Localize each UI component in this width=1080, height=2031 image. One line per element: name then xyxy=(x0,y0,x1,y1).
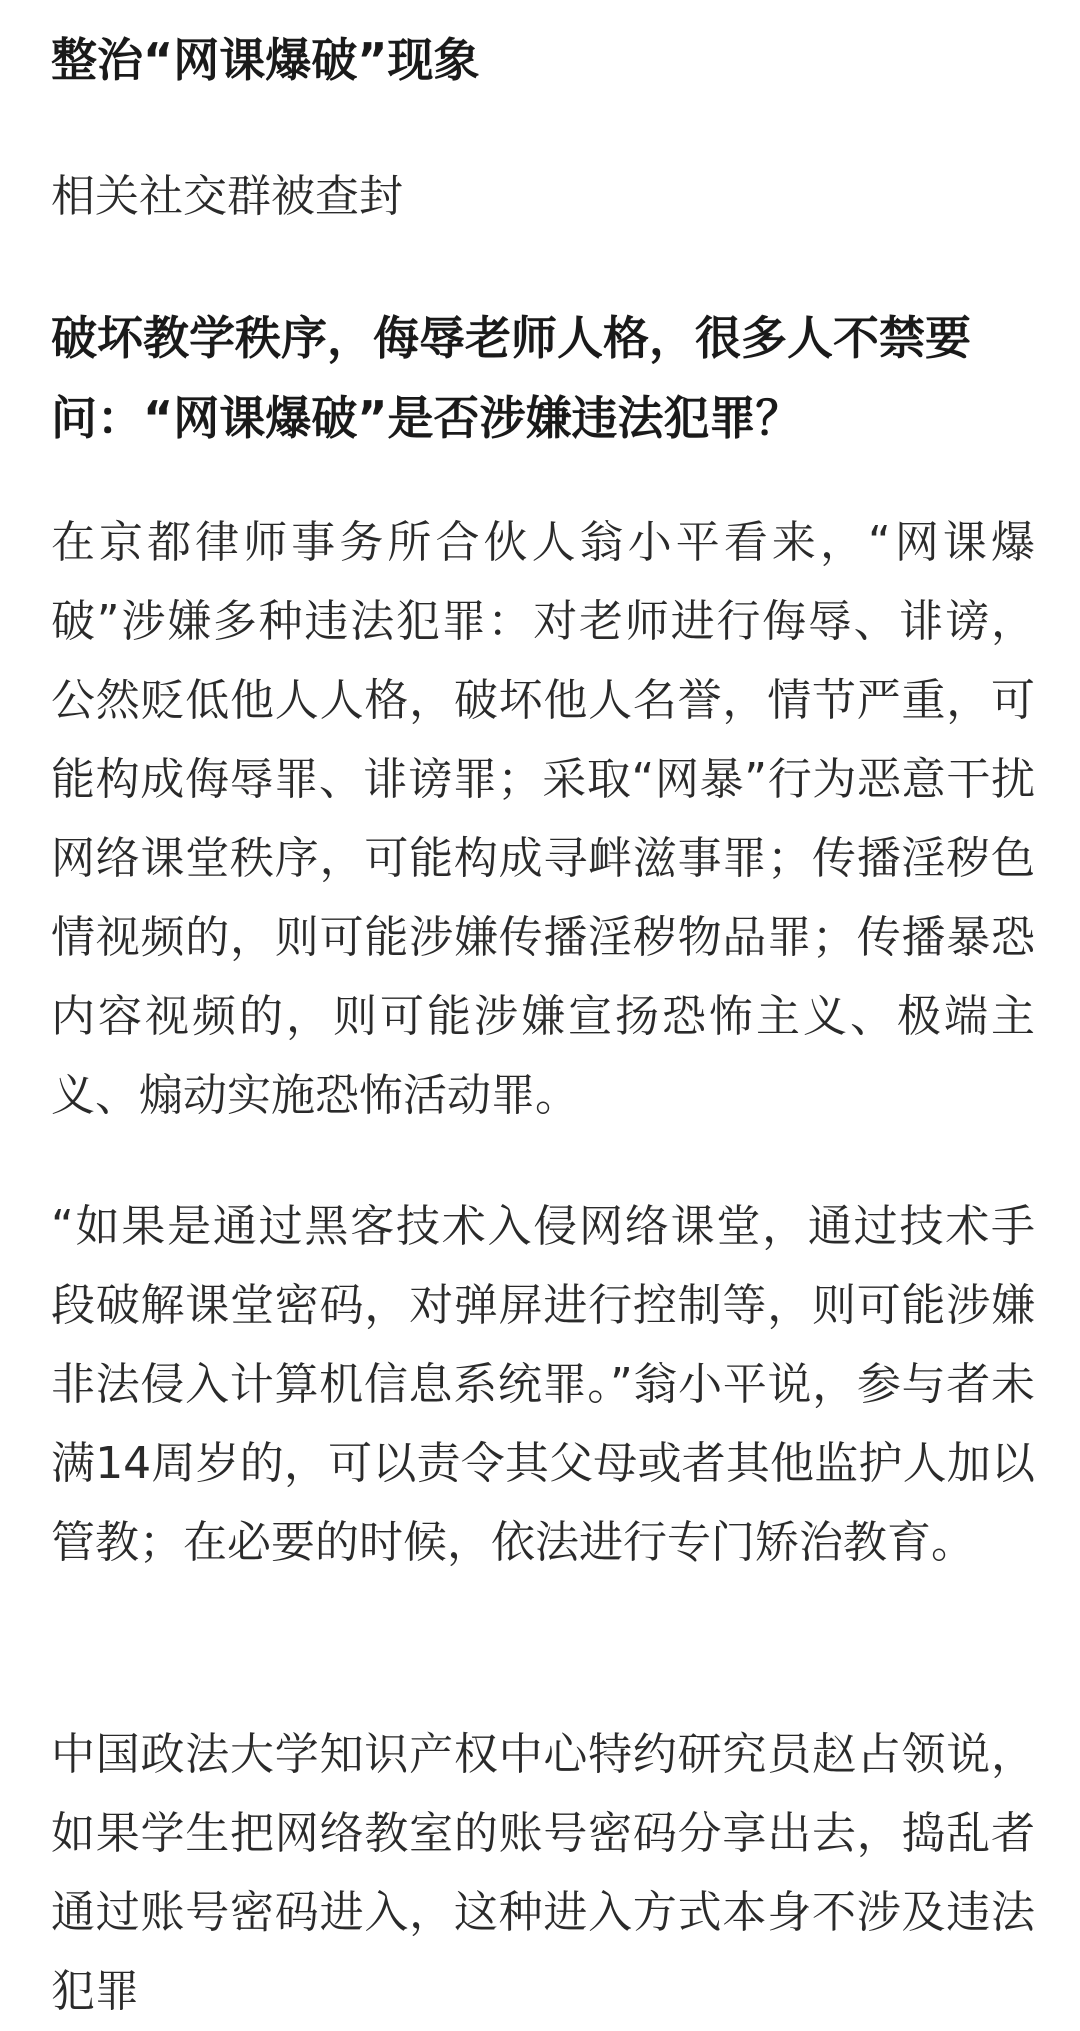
article-title: 整治“网课爆破”现象 xyxy=(51,33,480,87)
article-subtitle: 相关社交群被查封 xyxy=(51,171,403,222)
paragraph-2: “如果是通过黑客技术入侵网络课堂，通过技术手段破解课堂密码，对弹屏进行控制等，则可能涉嫌非法侵入计算机信息系统罪。”翁小平说，参与者未满14周岁的，可以责令其父母或者其他监护人加以管教；在必要的时候，依法进行专门矫治教育。 xyxy=(51,1201,1035,1568)
paragraph-1: 在京都律师事务所合伙人翁小平看来，“网课爆破”涉嫌多种违法犯罪：对老师进行侮辱、诽谤，公然贬低他人人格，破坏他人名誉，情节严重，可能构成侮辱罪、诽谤罪；采取“网暴”行为恶意干扰网络课堂秩序，可能构成寻衅滋事罪；传播淫秽色情视频的，则可能涉嫌传播淫秽物品罪；传播暴恐内容视频的，则可能涉嫌宣扬恐怖主义、极端主义、煽动实施恐怖活动罪。 xyxy=(51,517,1035,1121)
paragraph-3: 中国政法大学知识产权中心特约研究员赵占领说，如果学生把网络教室的账号密码分享出去，捣乱者通过账号密码进入，这种进入方式本身不涉及违法犯罪 xyxy=(51,1729,1035,2017)
section-question: 破坏教学秩序，侮辱老师人格，很多人不禁要问：“网课爆破”是否涉嫌违法犯罪？ xyxy=(51,311,971,445)
